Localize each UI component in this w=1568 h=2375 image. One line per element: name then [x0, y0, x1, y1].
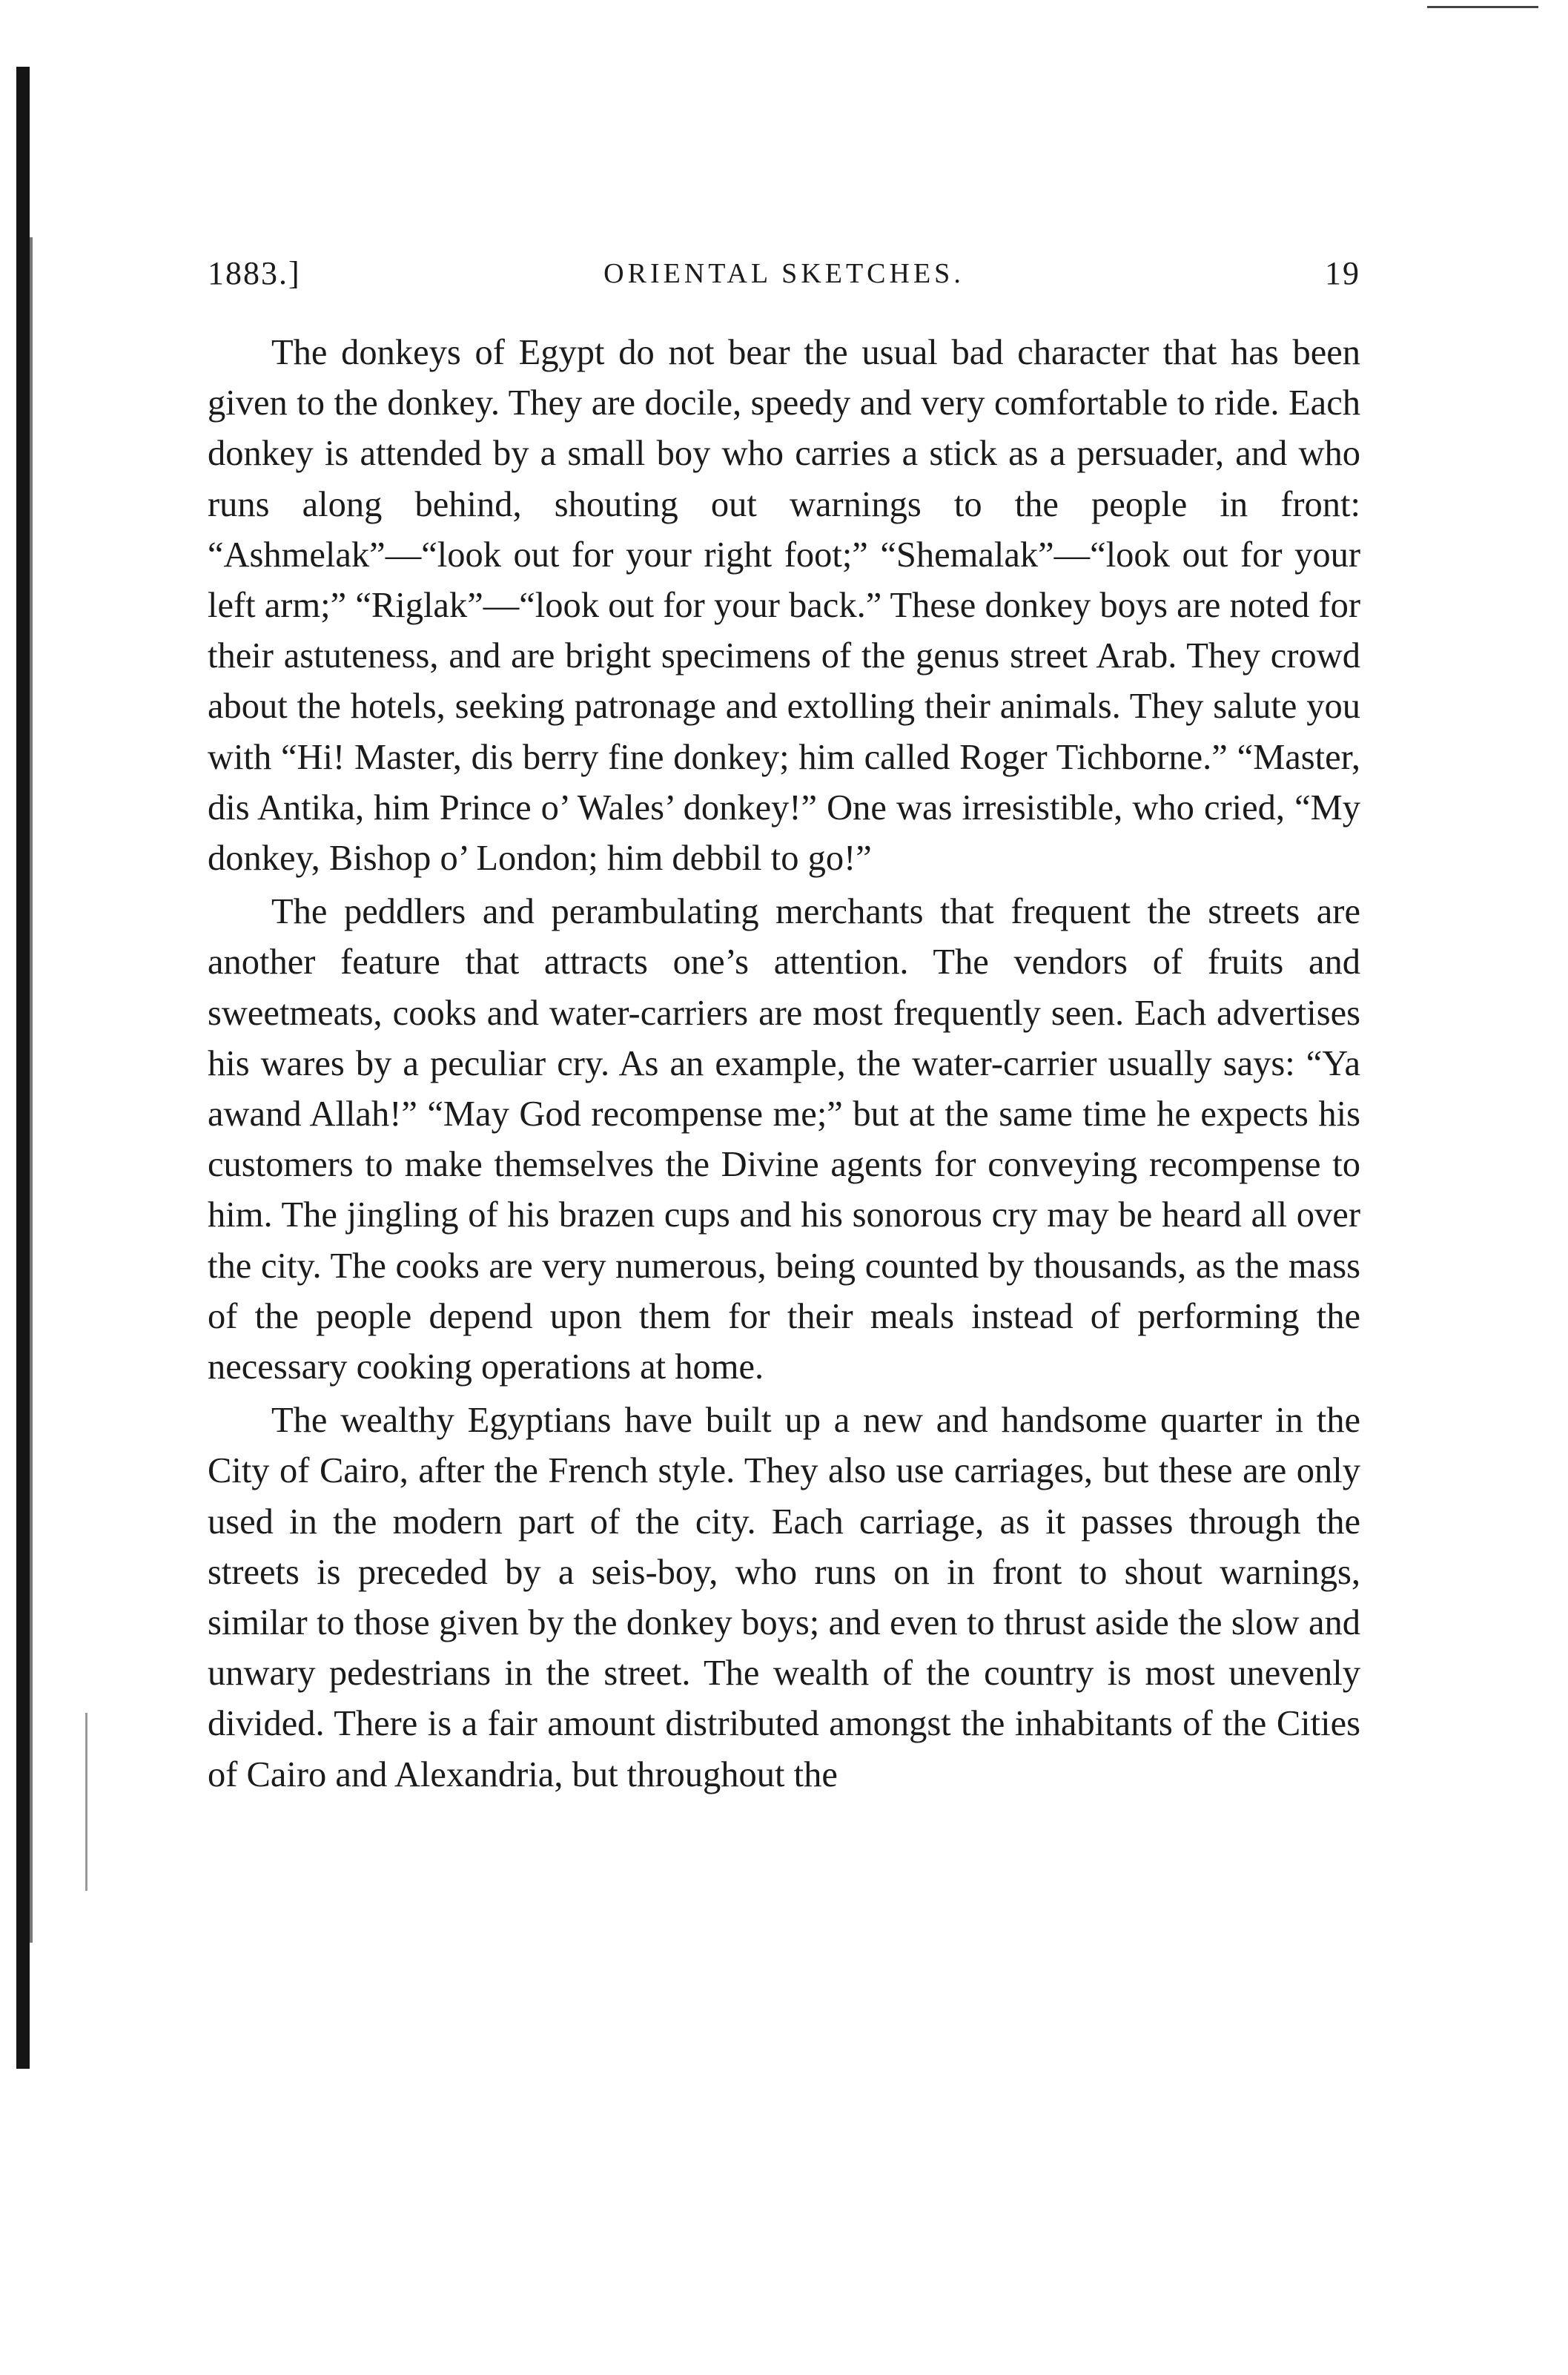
paragraph-peddlers: The peddlers and perambulating merchants that frequent the streets are another feature that attracts one’s attention. The vendors of fruits and sweetmeats, cooks and water-carriers are most frequently seen. Each advertises his wares by a peculiar cry. As an example, the water-carrier usually says: “Ya awand Allah!” “May God recompense me;” but at the same time he expects his customers to make themselves the Divine agents for conveying recompense to him. The jingling of his brazen cups and his sonorous cry may be heard all over the city. The cooks are very numerous, being counted by thousands, as the mass of the people depend upon them for their meals instead of performing the necessary cooking operations at home.	[208, 892, 1360, 1387]
scan-mark	[85, 1713, 87, 1891]
page-binding-edge	[16, 67, 30, 2069]
paragraph-wealthy-egyptians: The wealthy Egyptians have built up a new and handsome quarter in the City of Cairo, after the French style. They also use carriages, but these are only used in the modern part of the city. Each carriage, as it passes through the streets is preceded by a seis-boy, who runs on in front to shout warnings, similar to those given by the donkey boys; and even to thrust aside the slow and unwary pedestrians in the street. The wealth of the country is most unevenly divided. There is a fair amount distributed amongst the inhabitants of the Cities of Cairo and Alexandria, but throughout the	[208, 1401, 1360, 1794]
corner-rule	[1427, 6, 1538, 8]
page-number: 19	[1325, 255, 1360, 291]
page-binding-shadow	[30, 237, 33, 1943]
paragraph-donkeys: The donkeys of Egypt do not bear the usual bad character that has been given to the donkey. They are docile, speedy and very comfortable to ride. Each donkey is attended by a small boy who carries a stick as a persuader, and who runs along behind, shouting out warnings to the people in front: “Ashmelak”—“look out for your right foot;” “Shemalak”—“look out for your left arm;” “Riglak”—“look out for your back.” These donkey boys are noted for their astuteness, and are bright specimens of the genus street Arab. They crowd about the hotels, seeking patronage and extolling their animals. They salute you with “Hi! Master, dis berry fine donkey; him called Roger Tichborne.” “Master, dis Antika, him Prince o’ Wales’ donkey!” One was irresistible, who cried, “My donkey, Bishop o’ London; him debbil to go!”	[208, 333, 1360, 879]
running-header	[208, 254, 1360, 306]
page-body	[208, 328, 1360, 1803]
header-year: 1883.]	[208, 255, 301, 291]
header-title: ORIENTAL SKETCHES.	[603, 258, 965, 289]
